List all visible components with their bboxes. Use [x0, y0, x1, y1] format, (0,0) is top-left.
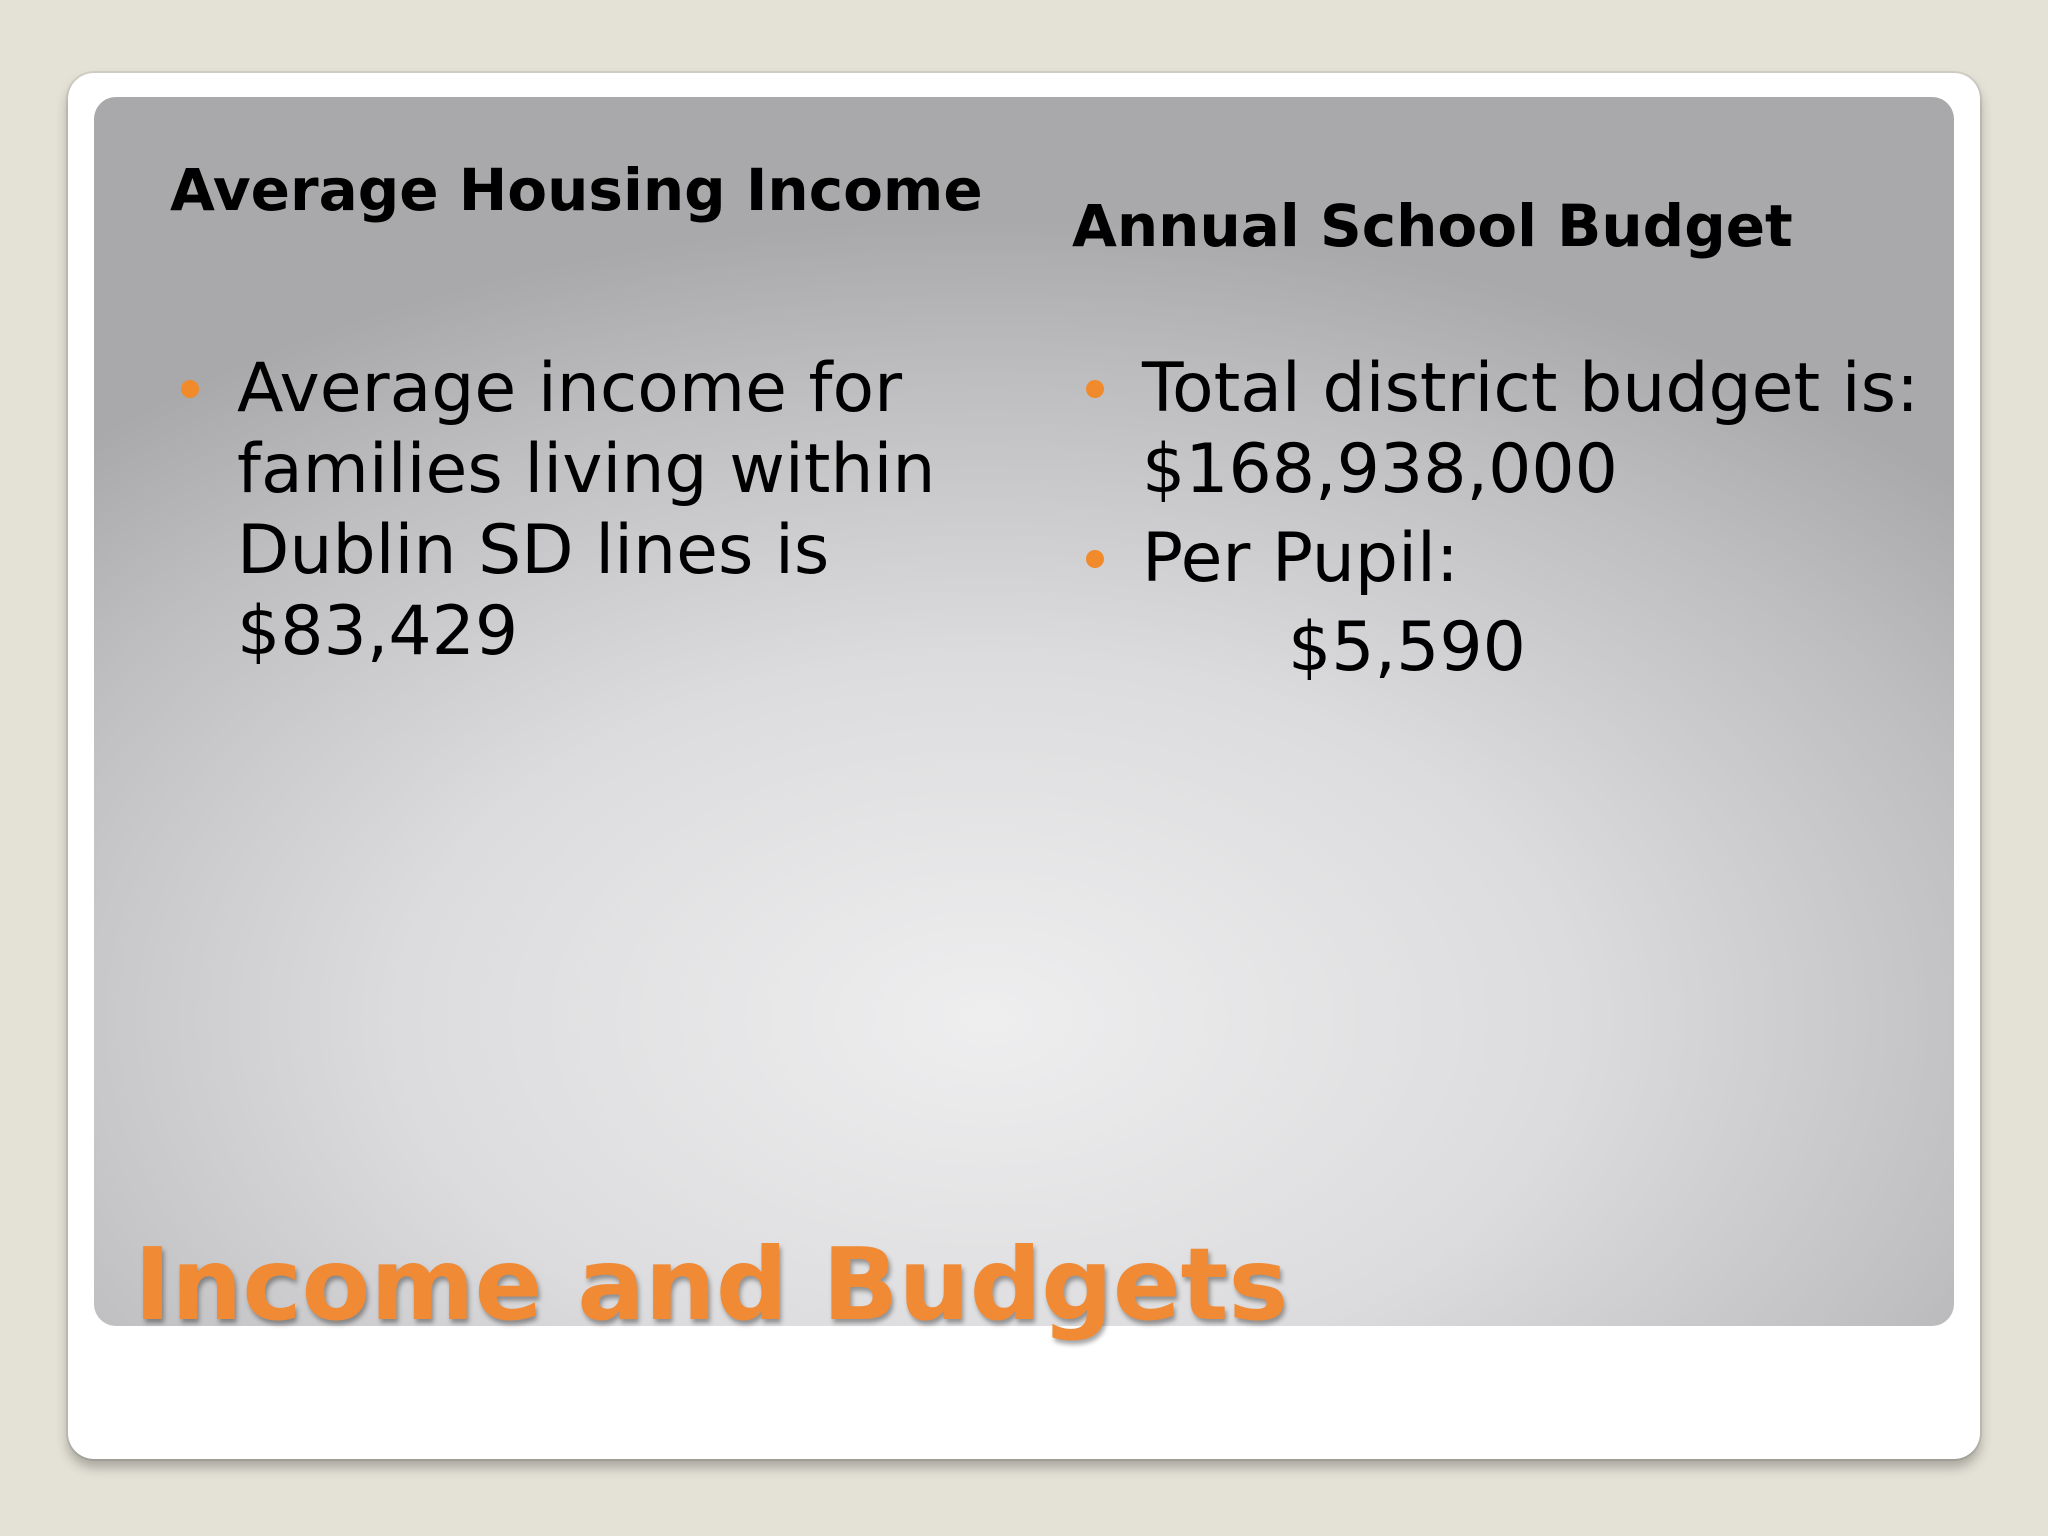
bullet-text: Average income for families living within Dublin SD lines is $83,429: [237, 349, 936, 671]
bullet-dot-icon: [1086, 550, 1104, 568]
bullet-dot-icon: [181, 380, 199, 398]
bullet-dot-icon: [1086, 380, 1104, 398]
right-column-heading: Annual School Budget: [1072, 192, 1793, 260]
bullet-item-average-income: [176, 348, 976, 672]
bullet-text: Total district budget is: $168,938,000: [1142, 349, 1920, 509]
bullet-item-per-pupil: [1081, 518, 1931, 599]
left-bullet-list: [176, 348, 976, 672]
slide-title: Income and Budgets: [134, 1226, 1289, 1343]
left-column-heading: Average Housing Income: [170, 156, 983, 224]
bullet-text: Per Pupil:: [1142, 519, 1459, 598]
right-bullet-list: [1081, 348, 1931, 688]
bullet-item-total-budget: [1081, 348, 1931, 510]
slide-content-panel: [94, 97, 1954, 1326]
per-pupil-value: $5,590: [1288, 608, 1526, 687]
